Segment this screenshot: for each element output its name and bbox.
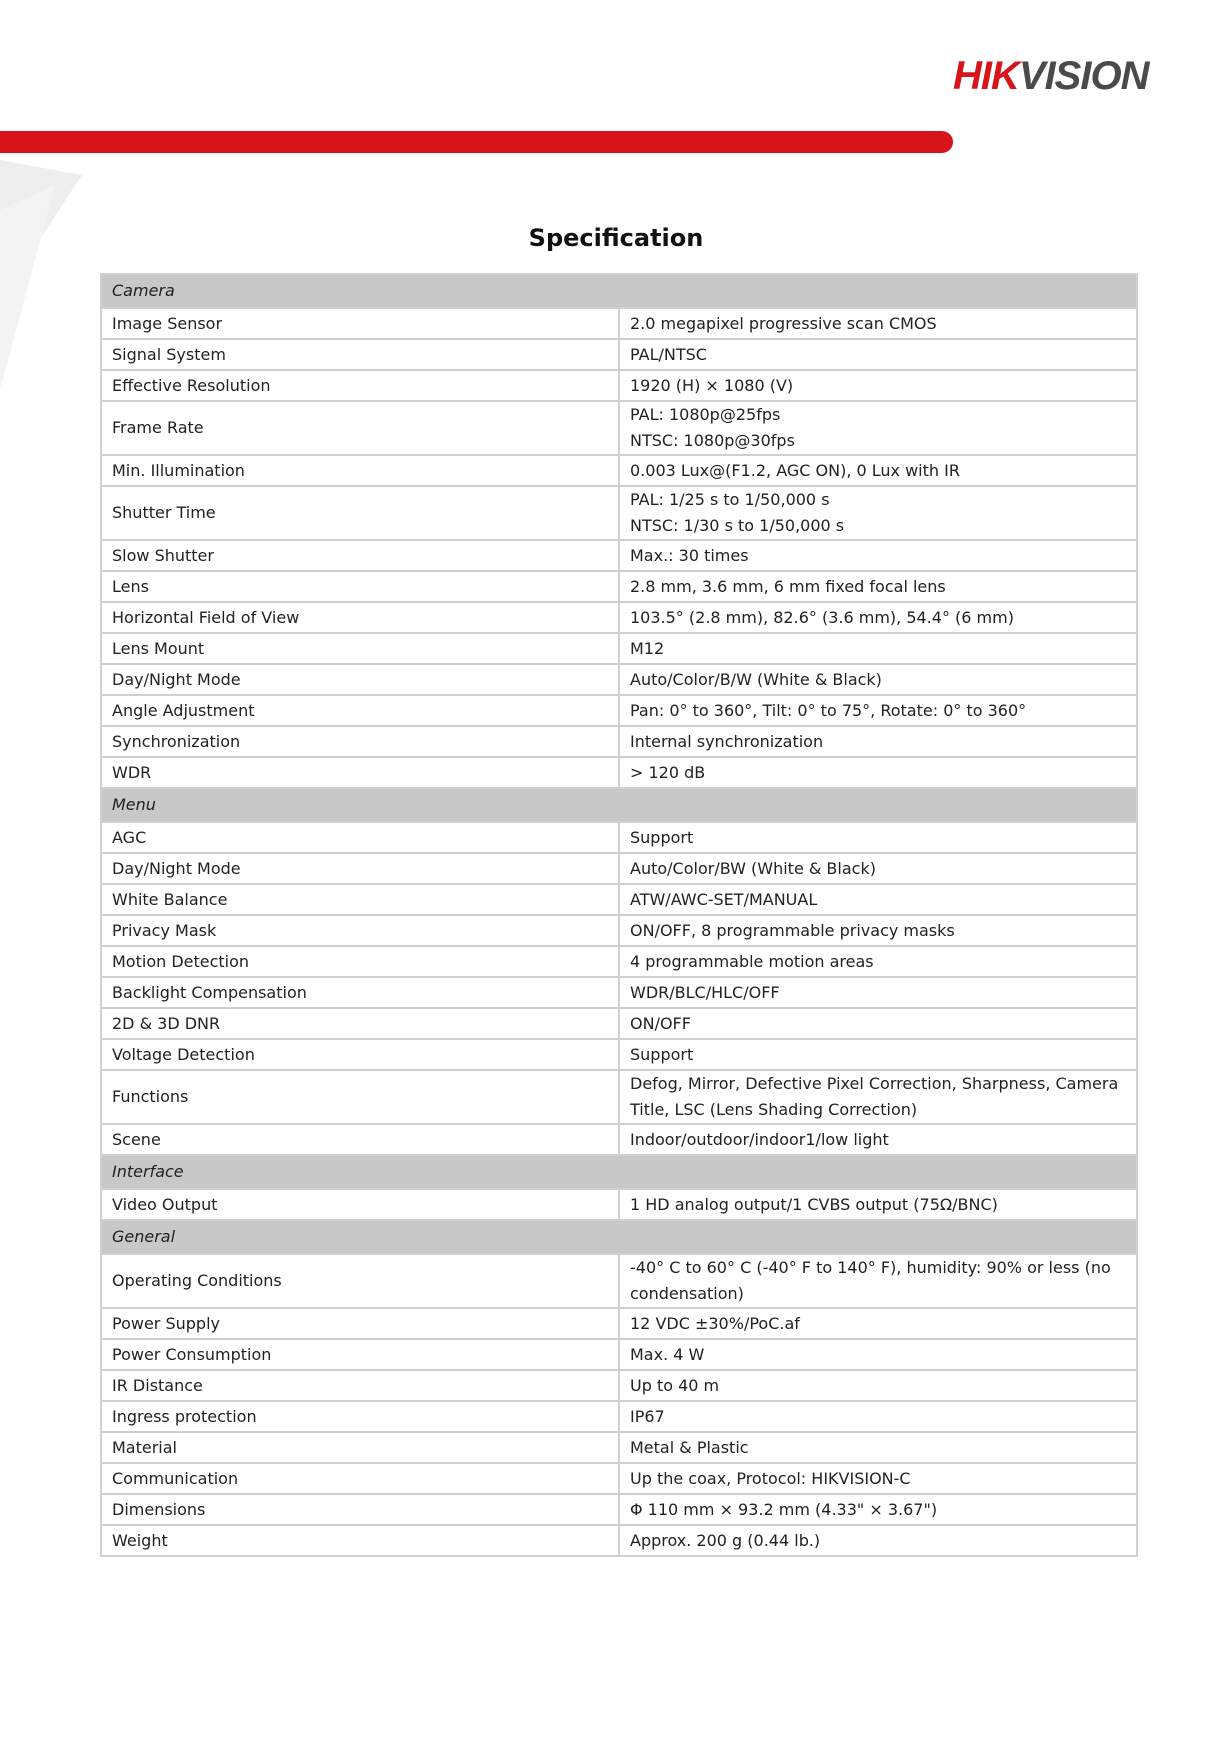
section-header-menu [101, 788, 1137, 822]
spec-value-cell [619, 1189, 1137, 1220]
spec-label: Synchronization [101, 726, 619, 757]
spec-label: Privacy Mask [101, 915, 619, 946]
spec-row [101, 1494, 1137, 1525]
spec-label: Power Consumption [101, 1339, 619, 1370]
spec-value: PAL/NTSC [630, 344, 707, 364]
spec-label: Ingress protection [101, 1401, 619, 1432]
spec-label: Slow Shutter [101, 540, 619, 571]
spec-label: Horizontal Field of View [101, 602, 619, 633]
spec-row [101, 1525, 1137, 1556]
spec-value: 1920 (H) × 1080 (V) [630, 375, 794, 395]
spec-value: Up to 40 m [630, 1375, 720, 1395]
spec-value-cell [619, 1308, 1137, 1339]
spec-value: Max. 4 W [630, 1344, 705, 1364]
spec-row [101, 401, 1137, 455]
section-title: Camera [101, 274, 1137, 308]
spec-value: ATW/AWC-SET/MANUAL [630, 889, 818, 909]
spec-label: Functions [101, 1070, 619, 1124]
spec-value: 12 VDC ±30%/PoC.af [630, 1313, 800, 1333]
spec-label: Material [101, 1432, 619, 1463]
hikvision-logo [953, 56, 1148, 96]
spec-value: ON/OFF [630, 1013, 691, 1033]
spec-value-cell [619, 339, 1137, 370]
spec-row [101, 1189, 1137, 1220]
specification-table [100, 273, 1138, 1557]
spec-value: Max.: 30 times [630, 545, 749, 565]
spec-value: NTSC: 1080p@30fps [630, 431, 795, 450]
spec-value-cell [619, 1124, 1137, 1155]
spec-label: AGC [101, 822, 619, 853]
spec-label: Backlight Compensation [101, 977, 619, 1008]
spec-value-cell [619, 726, 1137, 757]
spec-value: Auto/Color/BW (White & Black) [630, 858, 876, 878]
spec-value-cell [619, 1339, 1137, 1370]
spec-label: Angle Adjustment [101, 695, 619, 726]
spec-value-cell [619, 1070, 1137, 1124]
spec-row [101, 853, 1137, 884]
spec-row [101, 540, 1137, 571]
spec-row [101, 757, 1137, 788]
spec-label: Day/Night Mode [101, 664, 619, 695]
spec-value: 1 HD analog output/1 CVBS output (75Ω/BNC) [630, 1194, 998, 1214]
spec-value-cell [619, 370, 1137, 401]
spec-value: Support [630, 827, 694, 847]
spec-row [101, 1463, 1137, 1494]
spec-label: Day/Night Mode [101, 853, 619, 884]
page-title: Specification [528, 224, 704, 252]
spec-label: Min. Illumination [101, 455, 619, 486]
spec-row [101, 339, 1137, 370]
section-header-general [101, 1220, 1137, 1254]
spec-value: Auto/Color/B/W (White & Black) [630, 669, 882, 689]
logo-part-2: VISION [1018, 54, 1149, 98]
spec-value: PAL: 1/25 s to 1/50,000 s [630, 490, 830, 509]
spec-label: Image Sensor [101, 308, 619, 339]
spec-label: IR Distance [101, 1370, 619, 1401]
spec-value-cell [619, 1008, 1137, 1039]
spec-value: M12 [630, 638, 665, 658]
spec-value-cell [619, 1401, 1137, 1432]
spec-row [101, 1008, 1137, 1039]
spec-value: Metal & Plastic [630, 1437, 749, 1457]
spec-row [101, 884, 1137, 915]
spec-row [101, 571, 1137, 602]
section-title: Interface [101, 1155, 1137, 1189]
spec-label: Effective Resolution [101, 370, 619, 401]
spec-value-cell [619, 540, 1137, 571]
spec-value: -40° C to 60° C (-40° F to 140° F), humidity: 90% or less (no condensation) [630, 1258, 1111, 1303]
spec-row [101, 695, 1137, 726]
spec-row [101, 664, 1137, 695]
spec-value: 4 programmable motion areas [630, 951, 874, 971]
spec-row [101, 1070, 1137, 1124]
spec-value-cell [619, 602, 1137, 633]
spec-value: Approx. 200 g (0.44 lb.) [630, 1530, 821, 1550]
spec-value-cell [619, 757, 1137, 788]
spec-value: Support [630, 1044, 694, 1064]
spec-value-cell [619, 1254, 1137, 1308]
spec-value-cell [619, 1039, 1137, 1070]
spec-label: WDR [101, 757, 619, 788]
spec-label: Voltage Detection [101, 1039, 619, 1070]
spec-value-cell [619, 1370, 1137, 1401]
spec-label: 2D & 3D DNR [101, 1008, 619, 1039]
spec-value: 2.0 megapixel progressive scan CMOS [630, 313, 937, 333]
spec-value: > 120 dB [630, 762, 706, 782]
spec-row [101, 486, 1137, 540]
section-title: Menu [101, 788, 1137, 822]
spec-value-cell [619, 455, 1137, 486]
spec-value-cell [619, 884, 1137, 915]
spec-value: IP67 [630, 1406, 665, 1426]
spec-label: Motion Detection [101, 946, 619, 977]
header-red-bar [0, 131, 953, 153]
spec-value: Indoor/outdoor/indoor1/low light [630, 1129, 889, 1149]
spec-value: Up the coax, Protocol: HIKVISION-C [630, 1468, 911, 1488]
section-header-camera [101, 274, 1137, 308]
spec-value-cell [619, 946, 1137, 977]
spec-value-cell [619, 977, 1137, 1008]
spec-row [101, 633, 1137, 664]
spec-value: 0.003 Lux@(F1.2, AGC ON), 0 Lux with IR [630, 460, 960, 480]
logo-part-1: HIK [953, 54, 1019, 98]
spec-value-cell [619, 915, 1137, 946]
decorative-watermark-shape [0, 150, 90, 400]
spec-row [101, 1339, 1137, 1370]
spec-label: Frame Rate [101, 401, 619, 455]
spec-value: Defog, Mirror, Defective Pixel Correction, Sharpness, Camera Title, LSC (Lens Shading Correction) [630, 1074, 1119, 1119]
spec-value-cell [619, 853, 1137, 884]
spec-label: Power Supply [101, 1308, 619, 1339]
spec-value-cell [619, 664, 1137, 695]
spec-label: Lens Mount [101, 633, 619, 664]
spec-value: Pan: 0° to 360°, Tilt: 0° to 75°, Rotate: 0° to 360° [630, 700, 1027, 720]
spec-row [101, 977, 1137, 1008]
spec-value: Internal synchronization [630, 731, 824, 751]
spec-label: Video Output [101, 1189, 619, 1220]
spec-value: NTSC: 1/30 s to 1/50,000 s [630, 516, 845, 535]
spec-row [101, 1039, 1137, 1070]
spec-label: White Balance [101, 884, 619, 915]
spec-value-cell [619, 695, 1137, 726]
spec-value-cell [619, 1494, 1137, 1525]
spec-value-cell [619, 822, 1137, 853]
spec-value-cell [619, 571, 1137, 602]
spec-value: PAL: 1080p@25fps [630, 405, 781, 424]
spec-value: ON/OFF, 8 programmable privacy masks [630, 920, 955, 940]
spec-value: 103.5° (2.8 mm), 82.6° (3.6 mm), 54.4° (6 mm) [630, 607, 1014, 627]
spec-value-cell [619, 1432, 1137, 1463]
spec-value-cell [619, 308, 1137, 339]
spec-row [101, 308, 1137, 339]
spec-row [101, 1308, 1137, 1339]
spec-label: Operating Conditions [101, 1254, 619, 1308]
spec-row [101, 455, 1137, 486]
spec-row [101, 915, 1137, 946]
spec-row [101, 1401, 1137, 1432]
spec-row [101, 1124, 1137, 1155]
spec-row [101, 602, 1137, 633]
spec-row [101, 1370, 1137, 1401]
spec-value: WDR/BLC/HLC/OFF [630, 982, 780, 1002]
spec-label: Lens [101, 571, 619, 602]
spec-row [101, 1254, 1137, 1308]
spec-value-cell [619, 1463, 1137, 1494]
spec-value-cell [619, 633, 1137, 664]
spec-row [101, 370, 1137, 401]
section-header-interface [101, 1155, 1137, 1189]
spec-row [101, 822, 1137, 853]
spec-label: Shutter Time [101, 486, 619, 540]
spec-row [101, 946, 1137, 977]
spec-label: Dimensions [101, 1494, 619, 1525]
spec-label: Scene [101, 1124, 619, 1155]
section-title: General [101, 1220, 1137, 1254]
spec-value: Φ 110 mm × 93.2 mm (4.33" × 3.67") [630, 1499, 938, 1519]
spec-value-cell [619, 486, 1137, 540]
spec-row [101, 726, 1137, 757]
spec-value: 2.8 mm, 3.6 mm, 6 mm fixed focal lens [630, 576, 946, 596]
spec-row [101, 1432, 1137, 1463]
spec-label: Weight [101, 1525, 619, 1556]
spec-label: Communication [101, 1463, 619, 1494]
spec-label: Signal System [101, 339, 619, 370]
spec-value-cell [619, 1525, 1137, 1556]
spec-value-cell [619, 401, 1137, 455]
